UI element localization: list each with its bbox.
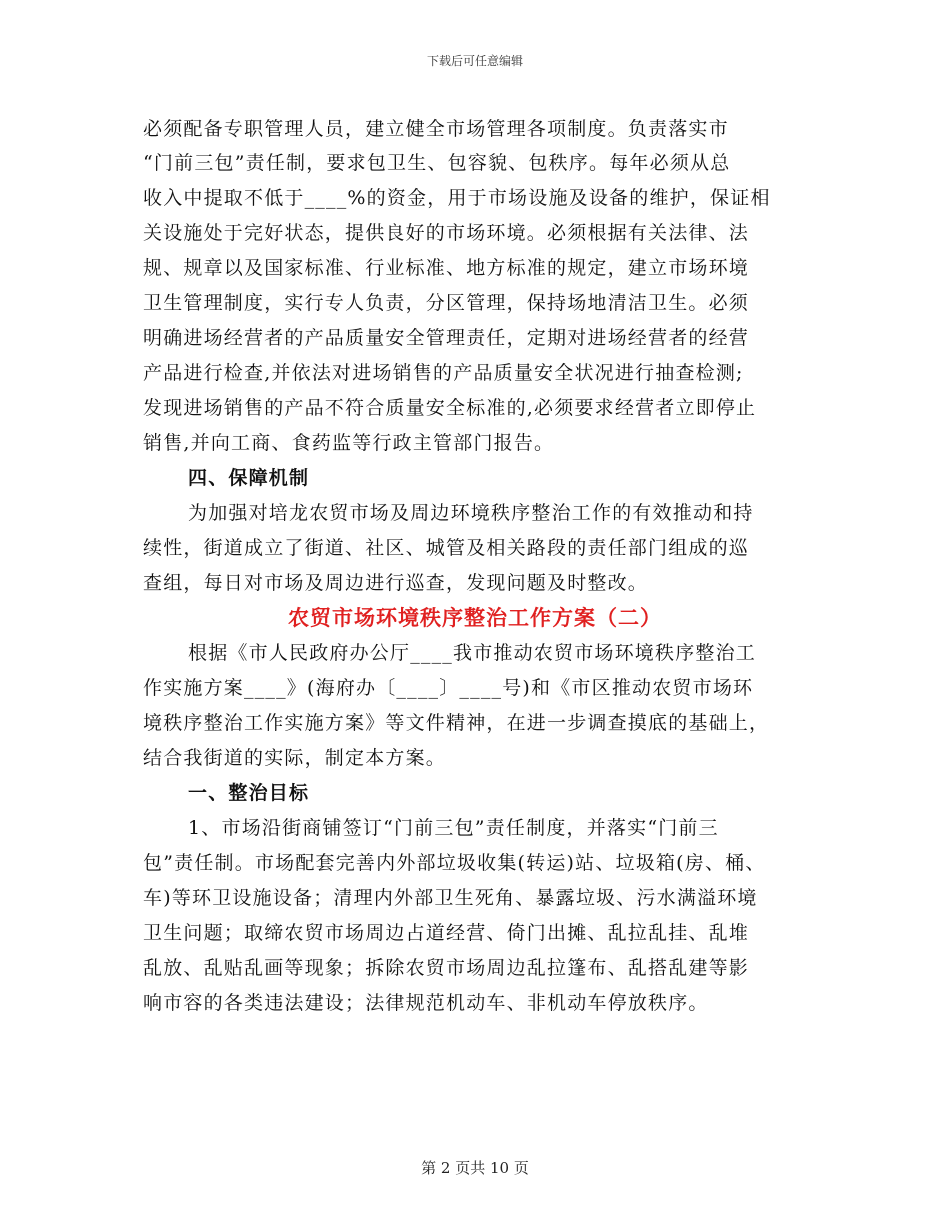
paragraph-line: 乱放、乱贴乱画等现象；拆除农贸市场周边乱拉篷布、乱搭乱建等影 [143, 957, 750, 979]
section-heading: 四、保障机制 [188, 467, 310, 489]
paragraph-line: 发现进场销售的产品不符合质量安全标准的,必须要求经营者立即停止 [143, 397, 757, 419]
paragraph-line: “门前三包”责任制，要求包卫生、包容貌、包秩序。每年必须从总 [143, 152, 731, 174]
paragraph-line: 明确进场经营者的产品质量安全管理责任，定期对进场经营者的经营 [143, 327, 750, 349]
paragraph-line: 产品进行检查,并依法对进场销售的产品质量安全状况进行抽查检测; [143, 362, 744, 384]
paragraph-line: 收入中提取不低于____%的资金，用于市场设施及设备的维护，保证相 [143, 187, 771, 209]
paragraph-line: 规、规章以及国家标准、行业标准、地方标准的规定，建立市场环境 [143, 257, 750, 279]
paragraph-line: 卫生问题；取缔农贸市场周边占道经营、倚门出摊、乱拉乱挂、乱堆 [143, 922, 750, 944]
section-heading: 一、整治目标 [188, 782, 310, 804]
paragraph-line: 1、市场沿街商铺签订“门前三包”责任制度，并落实“门前三 [188, 817, 719, 839]
paragraph-line: 作实施方案____》(海府办〔____〕____号)和《市区推动农贸市场环 [143, 677, 754, 699]
paragraph-line: 续性，街道成立了街道、社区、城管及相关路段的责任部门组成的巡 [143, 537, 750, 559]
paragraph-line: 车)等环卫设施设备；清理内外部卫生死角、暴露垃圾、污水满溢环境 [143, 887, 758, 909]
paragraph-line: 必须配备专职管理人员，建立健全市场管理各项制度。负责落实市 [143, 118, 729, 140]
paragraph-line: 结合我街道的实际，制定本方案。 [143, 747, 447, 769]
page-header: 下载后可任意编辑 [426, 54, 523, 68]
paragraph-line: 包”责任制。市场配套完善内外部垃圾收集(转运)站、垃圾箱(房、桶、 [143, 852, 766, 874]
paragraph-line: 销售,并向工商、食药监等行政主管部门报告。 [143, 432, 555, 454]
paragraph-line: 卫生管理制度，实行专人负责，分区管理，保持场地清洁卫生。必须 [143, 292, 750, 314]
paragraph-line: 根据《市人民政府办公厅____我市推动农贸市场环境秩序整治工 [188, 642, 757, 664]
document-title: 农贸市场环境秩序整治工作方案（二） [288, 605, 662, 630]
paragraph-line: 境秩序整治工作实施方案》等文件精神，在进一步调查摸底的基础上， [143, 712, 770, 734]
paragraph-line: 查组，每日对市场及周边进行巡查，发现问题及时整改。 [143, 572, 649, 594]
paragraph-line: 为加强对培龙农贸市场及周边环境秩序整治工作的有效推动和持 [188, 502, 754, 524]
paragraph-line: 关设施处于完好状态，提供良好的市场环境。必须根据有关法律、法 [143, 222, 750, 244]
page-number: 第 2 页共 10 页 [421, 1159, 529, 1177]
paragraph-line: 响市容的各类违法建设；法律规范机动车、非机动车停放秩序。 [143, 992, 709, 1014]
